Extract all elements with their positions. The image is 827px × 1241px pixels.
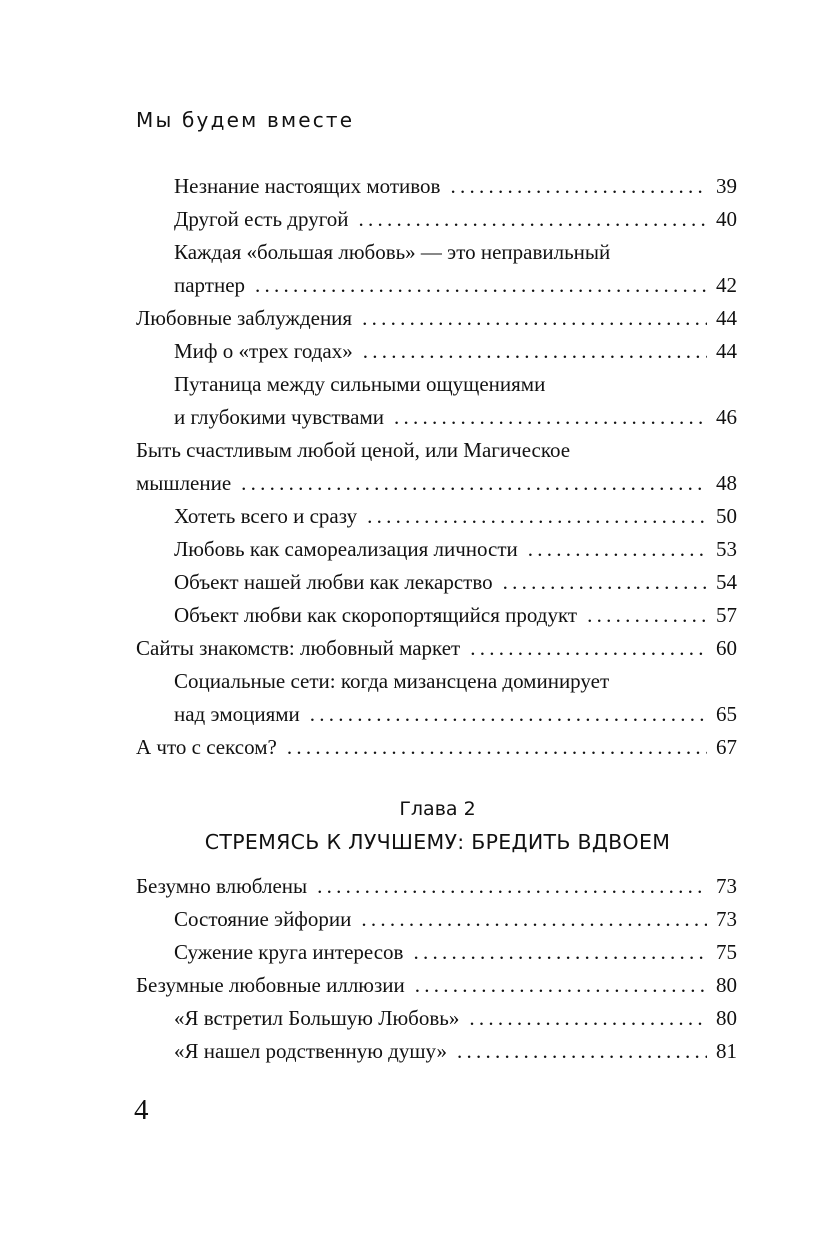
dot-leader	[255, 269, 707, 302]
toc-entry-row	[174, 401, 737, 434]
toc-entry-page: 50	[716, 504, 737, 528]
toc-entry	[174, 1035, 737, 1068]
toc-entry-title: Незнание настоящих мотивов	[174, 174, 441, 198]
page-number: 4	[134, 1094, 149, 1126]
dot-leader	[415, 969, 707, 1002]
chapter-title: СТРЕМЯСЬ К ЛУЧШЕМУ: БРЕДИТЬ ВДВОЕМ	[204, 830, 671, 854]
toc-entry-row	[174, 269, 737, 302]
toc-entry-title: Сужение круга интересов	[174, 940, 404, 964]
toc-entry-line: Путаница между сильными ощущениями	[174, 372, 546, 396]
toc-entry-title: Безумно влюблены	[136, 874, 308, 898]
toc-entry-title: Сайты знакомств: любовный маркет	[136, 636, 461, 660]
toc-entry	[136, 731, 737, 764]
toc-entry	[174, 533, 737, 566]
dot-leader	[359, 203, 707, 236]
toc-entry-row	[174, 566, 737, 599]
toc-entry-row	[174, 203, 737, 236]
toc-entry-page: 60	[716, 636, 737, 660]
toc-entry-title: Безумные любовные иллюзии	[136, 973, 405, 997]
toc-entry-row	[136, 870, 737, 903]
toc-entry-page: 39	[716, 174, 737, 198]
toc-entry-row	[136, 731, 737, 764]
toc-entry-page: 53	[716, 537, 737, 561]
toc-entry	[174, 566, 737, 599]
toc-entry-row	[136, 302, 737, 335]
running-head: Мы будем вместе	[136, 108, 355, 132]
toc-entry-page: 44	[716, 339, 737, 363]
toc-entry-title: Объект любви как скоропортящийся продукт	[174, 603, 578, 627]
toc-entry-row	[174, 335, 737, 368]
toc-entry-row	[174, 500, 737, 533]
dot-leader	[367, 500, 707, 533]
toc-entry-page: 67	[716, 735, 737, 759]
dot-leader	[413, 936, 707, 969]
toc-entry-page: 75	[716, 940, 737, 964]
toc-entry-page: 73	[716, 907, 737, 931]
toc-entry-page: 54	[716, 570, 737, 594]
toc-entry-title: «Я встретил Большую Любовь»	[174, 1006, 460, 1030]
toc-entry-row	[136, 632, 737, 665]
toc-entry-title: Состояние эйфории	[174, 907, 352, 931]
toc-entry-page: 48	[716, 471, 737, 495]
toc-entry-title: партнер	[174, 273, 246, 297]
toc-entry-row	[136, 969, 737, 1002]
dot-leader	[450, 170, 707, 203]
toc-entry	[136, 632, 737, 665]
toc-entry	[174, 665, 737, 731]
toc-entry-line: Каждая «большая любовь» — это неправильный	[174, 240, 611, 264]
toc-entry-title: Другой есть другой	[174, 207, 349, 231]
toc-entry-row	[174, 1035, 737, 1068]
toc-entry	[136, 434, 737, 500]
dot-leader	[587, 599, 707, 632]
dot-leader	[503, 566, 707, 599]
toc-entry-page: 44	[716, 306, 737, 330]
toc-entry	[174, 236, 737, 302]
toc-entry-row	[174, 599, 737, 632]
toc-entry	[174, 170, 737, 203]
toc-entry	[174, 368, 737, 434]
dot-leader	[241, 467, 707, 500]
toc-entry-title: Любовь как самореализация личности	[174, 537, 518, 561]
toc-entry-row	[174, 1002, 737, 1035]
dot-leader	[394, 401, 707, 434]
dot-leader	[363, 335, 707, 368]
toc-entry-page: 73	[716, 874, 737, 898]
toc-entry-title: Миф о «трех годах»	[174, 339, 353, 363]
dot-leader	[470, 632, 707, 665]
toc-entry	[174, 936, 737, 969]
toc-entry	[136, 302, 737, 335]
toc-entry-row	[174, 533, 737, 566]
dot-leader	[457, 1035, 707, 1068]
toc-entry-title: Хотеть всего и сразу	[174, 504, 358, 528]
dot-leader	[361, 903, 707, 936]
toc-entry-page: 42	[716, 273, 737, 297]
toc-entry-row	[174, 170, 737, 203]
toc-entry-title: «Я нашел родственную душу»	[174, 1039, 448, 1063]
chapter-label: Глава 2	[399, 798, 476, 820]
toc-entry	[174, 599, 737, 632]
toc-entry-row	[136, 467, 737, 500]
toc-entry-row	[174, 903, 737, 936]
toc-entry-title: над эмоциями	[174, 702, 300, 726]
toc-entry-page: 57	[716, 603, 737, 627]
toc-entry	[174, 203, 737, 236]
toc-entry-title: Любовные заблуждения	[136, 306, 353, 330]
toc-entry	[174, 903, 737, 936]
toc-entry-page: 80	[716, 973, 737, 997]
dot-leader	[317, 870, 707, 903]
toc-entry-title: Объект нашей любви как лекарство	[174, 570, 493, 594]
toc-entry-page: 40	[716, 207, 737, 231]
toc-entry-title: А что с сексом?	[136, 735, 277, 759]
toc-entry	[174, 335, 737, 368]
toc-entry	[174, 500, 737, 533]
toc-entry-title: и глубокими чувствами	[174, 405, 384, 429]
dot-leader	[528, 533, 707, 566]
toc-entry-page: 80	[716, 1006, 737, 1030]
toc-entry-page: 46	[716, 405, 737, 429]
toc-entry-page: 81	[716, 1039, 737, 1063]
dot-leader	[469, 1002, 707, 1035]
dot-leader	[287, 731, 707, 764]
toc-entry-title: мышление	[136, 471, 232, 495]
toc-entry-line: Социальные сети: когда мизансцена доминирует	[174, 669, 610, 693]
dot-leader	[310, 698, 707, 731]
toc-entry-page: 65	[716, 702, 737, 726]
toc-entry	[136, 969, 737, 1002]
dot-leader	[362, 302, 707, 335]
toc-entry	[136, 870, 737, 903]
toc-entry	[174, 1002, 737, 1035]
toc-entry-row	[174, 936, 737, 969]
toc-entry-line: Быть счастливым любой ценой, или Магическое	[136, 438, 571, 462]
toc-entry-row	[174, 698, 737, 731]
